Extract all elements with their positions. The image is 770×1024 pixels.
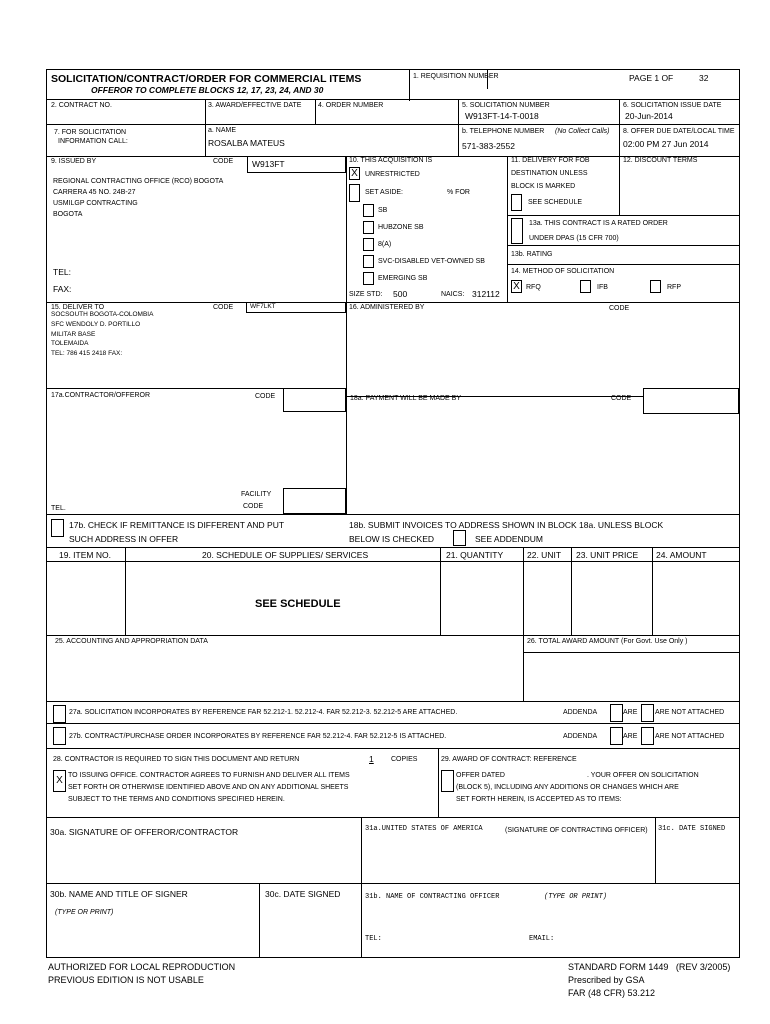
total-award-label: 26. TOTAL AWARD AMOUNT (For Govt. Use Only )	[527, 638, 688, 645]
27a-are-not-label: ARE NOT ATTACHED	[655, 709, 725, 716]
issued-by-address-3: USMILGP CONTRACTING	[53, 200, 138, 207]
set-aside-checkbox[interactable]	[349, 184, 360, 202]
rfq-checkbox[interactable]: X	[511, 280, 522, 293]
info-call-label-2: INFORMATION CALL:	[58, 138, 128, 145]
quantity-header: 21. QUANTITY	[446, 550, 504, 560]
pct-for-label: % FOR	[447, 189, 470, 196]
unit-price-header: 23. UNIT PRICE	[576, 550, 639, 560]
ifb-checkbox[interactable]	[580, 280, 591, 293]
issued-by-address-2: CARRERA 45 NO. 24B-27	[53, 189, 136, 196]
item-no-header: 19. ITEM NO.	[59, 550, 111, 560]
rfp-label: RFP	[667, 284, 681, 291]
remittance-label-2: SUCH ADDRESS IN OFFER	[69, 534, 179, 544]
delivery-fob-label-3: BLOCK IS MARKED	[511, 183, 576, 190]
set-aside-label: SET ASIDE:	[365, 189, 403, 196]
issued-by-code: W913FT	[252, 159, 285, 169]
29-text-2: (BLOCK 5), INCLUDING ANY ADDITIONS OR CHANGES WHICH ARE	[456, 784, 679, 791]
28-label: 28. CONTRACTOR IS REQUIRED TO SIGN THIS DOCUMENT AND RETURN	[53, 756, 300, 763]
unrestricted-label: UNRESTRICTED	[365, 171, 420, 178]
footer-left-2: PREVIOUS EDITION IS NOT USABLE	[48, 975, 204, 985]
acquisition-label: 10. THIS ACQUISITION IS	[349, 157, 433, 164]
facility-label: FACILITY	[241, 491, 272, 498]
31b-label: 31b. NAME OF CONTRACTING OFFICER	[365, 893, 500, 901]
29-your-offer: . YOUR OFFER ON SOLICITATION	[587, 772, 699, 779]
contractor-tel-label: TEL.	[51, 505, 66, 512]
28-text-3: SUBJECT TO THE TERMS AND CONDITIONS SPECIFIED HEREIN.	[68, 796, 285, 803]
delivery-fob-label-1: 11. DELIVERY FOR FOB	[511, 157, 590, 164]
30b-sub-label: (TYPE OR PRINT)	[55, 909, 114, 916]
28-copies-label: COPIES	[391, 756, 418, 763]
27b-are-checkbox[interactable]	[610, 727, 623, 745]
29-text-3: SET FORTH HEREIN, IS ACCEPTED AS TO ITEMS:	[456, 796, 622, 803]
31b-tel-label: TEL:	[365, 935, 382, 943]
rated-order-label-1: 13a. THIS CONTRACT IS A RATED ORDER	[529, 220, 668, 227]
30c-label: 30c. DATE SIGNED	[265, 889, 341, 899]
29-offer-dated: OFFER DATED	[456, 772, 505, 779]
remittance-checkbox[interactable]	[51, 519, 64, 537]
rated-order-checkbox[interactable]	[511, 218, 523, 244]
28-checkbox[interactable]: X	[53, 770, 66, 792]
emerging-sb-checkbox[interactable]	[363, 272, 374, 285]
emerging-sb-label: EMERGING SB	[378, 275, 428, 282]
facility-code-label: CODE	[243, 503, 264, 510]
see-addendum-label: SEE ADDENDUM	[475, 534, 544, 544]
27a-are-checkbox[interactable]	[610, 704, 623, 722]
unit-header: 22. UNIT	[527, 550, 562, 560]
issued-by-tel-label: TEL:	[53, 267, 71, 277]
sb-label: SB	[378, 207, 388, 214]
27b-checkbox[interactable]	[53, 727, 66, 745]
contractor-label: 17a.CONTRACTOR/OFFEROR	[51, 392, 151, 399]
deliver-to-address-3: MILITAR BASE	[51, 331, 96, 338]
30a-label: 30a. SIGNATURE OF OFFEROR/CONTRACTOR	[50, 827, 239, 837]
solicitation-number-label: 5. SOLICITATION NUMBER	[462, 102, 550, 109]
administered-by-code-label: CODE	[609, 305, 630, 312]
payment-code-label: CODE	[611, 395, 632, 402]
31b-sub-label: (TYPE OR PRINT)	[544, 893, 608, 901]
issued-by-label: 9. ISSUED BY	[51, 158, 97, 165]
issued-by-address-4: BOGOTA	[53, 211, 83, 218]
deliver-to-address-5: TEL: 786 415 2418 FAX:	[51, 350, 123, 357]
phone-label: b. TELEPHONE NUMBER	[462, 128, 545, 135]
fob-see-schedule-checkbox[interactable]	[511, 194, 522, 211]
28-text-1: TO ISSUING OFFICE. CONTRACTOR AGREES TO FURNISH AND DELIVER ALL ITEMS	[68, 772, 350, 779]
footer-right-2: Prescribed by GSA	[568, 975, 645, 985]
info-call-label-1: 7. FOR SOLICITATION	[54, 129, 127, 136]
amount-header: 24. AMOUNT	[656, 550, 707, 560]
hubzone-checkbox[interactable]	[363, 221, 374, 234]
fob-see-schedule-label: SEE SCHEDULE	[528, 199, 583, 206]
27b-are-label: ARE	[623, 733, 638, 740]
see-schedule-text: SEE SCHEDULE	[255, 598, 341, 610]
administered-by-label: 16. ADMINISTERED BY	[349, 304, 425, 311]
issue-date: 20-Jun-2014	[625, 111, 673, 121]
form-title: SOLICITATION/CONTRACT/ORDER FOR COMMERCIAL ITEMS	[51, 73, 362, 85]
page-label: PAGE 1 OF	[629, 73, 674, 83]
28-copies-count: 1	[369, 754, 374, 764]
27a-text: 27a. SOLICITATION INCORPORATES BY REFERENCE FAR 52.212-1. 52.212-4. FAR 52.212-3. 52.212-5 ARE ATTACHED.	[69, 709, 458, 716]
31a-label: 31a.UNITED STATES OF AMERICA	[365, 825, 483, 833]
invoices-label-2: BELOW IS CHECKED	[349, 534, 435, 544]
deliver-to-address-1: SOCSOUTH BOGOTA-COLOMBIA	[51, 311, 154, 318]
method-solicitation-label: 14. METHOD OF SOLICITATION	[511, 268, 615, 275]
offer-due-label: 8. OFFER DUE DATE/LOCAL TIME	[623, 128, 735, 135]
29-label: 29. AWARD OF CONTRACT: REFERENCE	[441, 756, 577, 763]
29-checkbox[interactable]	[441, 770, 454, 792]
form-subtitle: OFFEROR TO COMPLETE BLOCKS 12, 17, 23, 24, AND 30	[91, 85, 324, 95]
27a-are-label: ARE	[623, 709, 638, 716]
page-total: 32	[699, 73, 709, 83]
footer-left-1: AUTHORIZED FOR LOCAL REPRODUCTION	[48, 962, 236, 972]
31a-signature-label: (SIGNATURE OF CONTRACTING OFFICER)	[505, 827, 648, 834]
30b-label: 30b. NAME AND TITLE OF SIGNER	[50, 889, 188, 899]
hubzone-label: HUBZONE SB	[378, 224, 424, 231]
deliver-to-code-label: CODE	[213, 304, 234, 311]
31c-label: 31c. DATE SIGNED	[658, 825, 726, 833]
payment-by-label: 18a. PAYMENT WILL BE MADE BY	[350, 395, 461, 402]
discount-terms-label: 12. DISCOUNT TERMS	[623, 157, 698, 164]
ifb-label: IFB	[597, 284, 608, 291]
solicitation-number: W913FT-14-T-0018	[465, 111, 539, 121]
contract-no-label: 2. CONTRACT NO.	[51, 102, 112, 109]
deliver-to-label: 15. DELIVER TO	[51, 304, 105, 311]
see-addendum-checkbox[interactable]	[453, 530, 466, 546]
contractor-code-label: CODE	[255, 393, 276, 400]
order-number-label: 4. ORDER NUMBER	[318, 102, 384, 109]
footer-right-3: FAR (48 CFR) 53.212	[568, 988, 656, 998]
27b-text: 27b. CONTRACT/PURCHASE ORDER INCORPORATES BY REFERENCE FAR 52.212-4. FAR 52.212-5 IS ATTACHED.	[69, 733, 447, 740]
svc-disabled-checkbox[interactable]	[363, 255, 374, 268]
31b-email-label: EMAIL:	[529, 935, 555, 943]
sf1449-form	[46, 69, 740, 958]
deliver-to-address-2: SFC WENDOLY D. PORTILLO	[51, 321, 141, 328]
deliver-to-address-4: TOLEMAIDA	[51, 340, 89, 347]
8a-label: 8(A)	[378, 241, 392, 248]
unrestricted-checkbox[interactable]: X	[349, 167, 360, 180]
payment-code-box	[643, 388, 739, 414]
size-std-value: 500	[393, 289, 408, 299]
name-label: a. NAME	[208, 127, 237, 134]
rating-label: 13b. RATING	[511, 251, 553, 258]
rated-order-label-2: UNDER DPAS (15 CFR 700)	[529, 235, 619, 242]
27a-checkbox[interactable]	[53, 705, 66, 723]
sb-checkbox[interactable]	[363, 204, 374, 217]
rfq-label: RFQ	[526, 284, 541, 291]
rfp-checkbox[interactable]	[650, 280, 661, 293]
footer-right-1: STANDARD FORM 1449 (REV 3/2005)	[568, 962, 731, 972]
27b-are-not-checkbox[interactable]	[641, 727, 654, 745]
delivery-fob-label-2: DESTINATION UNLESS	[511, 170, 588, 177]
invoices-label-1: 18b. SUBMIT INVOICES TO ADDRESS SHOWN IN BLOCK 18a. UNLESS BLOCK	[349, 520, 664, 530]
requisition-label: 1. REQUISITION NUMBER	[413, 73, 499, 80]
issued-by-fax-label: FAX:	[53, 284, 72, 294]
naics-label: NAICS:	[441, 291, 465, 298]
award-date-label: 3. AWARD/EFFECTIVE DATE	[208, 102, 302, 109]
offer-due-date: 02:00 PM 27 Jun 2014	[623, 139, 709, 149]
supplies-header: 20. SCHEDULE OF SUPPLIES/ SERVICES	[202, 550, 369, 560]
27b-are-not-label: ARE NOT ATTACHED	[655, 733, 725, 740]
issued-by-code-label: CODE	[213, 158, 234, 165]
28-text-2: SET FORTH OR OTHERWISE IDENTIFIED ABOVE AND ON ANY ADDITIONAL SHEETS	[68, 784, 349, 791]
size-std-label: SIZE STD:	[349, 291, 383, 298]
issued-by-address-1: REGIONAL CONTRACTING OFFICE (RCO) BOGOTA	[53, 178, 224, 185]
contractor-code-box	[283, 388, 346, 412]
contact-phone: 571-383-2552	[462, 141, 515, 151]
remittance-label-1: 17b. CHECK IF REMITTANCE IS DIFFERENT AND PUT	[69, 520, 285, 530]
svc-disabled-label: SVC-DISABLED VET-OWNED SB	[378, 258, 485, 265]
facility-code-box	[283, 488, 346, 514]
27b-addenda-label: ADDENDA	[563, 733, 598, 740]
27a-are-not-checkbox[interactable]	[641, 704, 654, 722]
8a-checkbox[interactable]	[363, 238, 374, 251]
issue-date-label: 6. SOLICITATION ISSUE DATE	[623, 102, 722, 109]
deliver-to-code: WF7LKT	[250, 303, 276, 310]
accounting-data-label: 25. ACCOUNTING AND APPROPRIATION DATA	[55, 638, 208, 645]
naics-value: 312112	[472, 289, 500, 299]
contact-name: ROSALBA MATEUS	[208, 138, 285, 148]
27a-addenda-label: ADDENDA	[563, 709, 598, 716]
no-collect-label: (No Collect Calls)	[555, 128, 610, 135]
